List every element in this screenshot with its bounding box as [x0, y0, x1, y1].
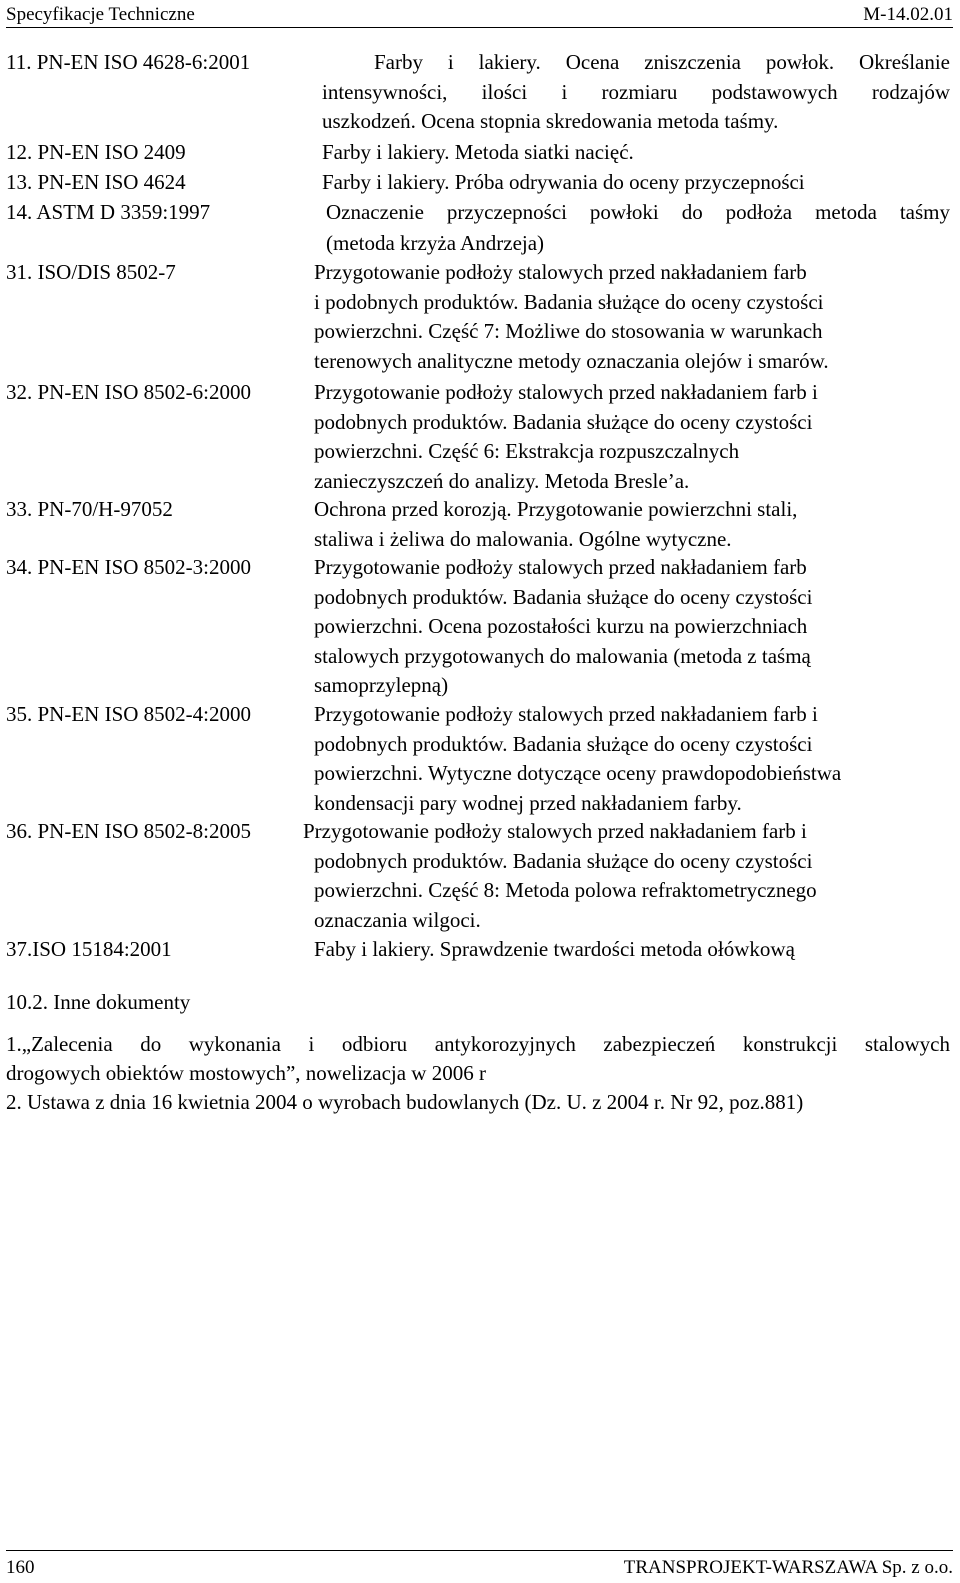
standard-number: 14. ASTM D 3359:1997: [6, 200, 211, 224]
other-documents-list: [6, 1030, 950, 1117]
text-line: i podobnych produktów. Badania służące do oceny czystości: [314, 289, 824, 314]
standard-title: [314, 258, 829, 376]
standard-title: [314, 378, 818, 496]
standard-title: [303, 817, 807, 847]
standard-title: [314, 553, 812, 701]
standard-title-continued: [314, 847, 817, 936]
standard-title: [314, 495, 797, 554]
text-line: Farby i lakiery. Ocena zniszczenia powłok. Określanie: [374, 50, 950, 74]
text-line: 1.„Zalecenia do wykonania i odbioru antykorozyjnych zabezpieczeń konstrukcji stalowych: [6, 1032, 950, 1056]
standard-title-continued: [322, 78, 950, 108]
text-line: zanieczyszczeń do analizy. Metoda Bresle’a.: [314, 468, 690, 493]
standard-number: 33. PN-70/H-97052: [6, 497, 173, 521]
text-line: powierzchni. Część 6: Ekstrakcja rozpuszczalnych: [314, 439, 740, 463]
text-line: samoprzylepną): [314, 673, 449, 697]
text-line: intensywności, ilości i rozmiaru podstawowych rodzajów: [322, 79, 950, 104]
list-item: [6, 1030, 950, 1088]
text-line: podobnych produktów. Badania służące do oceny czystości: [314, 848, 813, 873]
standard-number: 11. PN-EN ISO 4628-6:2001: [6, 50, 251, 74]
text-line: powierzchni. Część 8: Metoda polowa refraktometrycznego: [314, 878, 817, 902]
standard-number: 34. PN-EN ISO 8502-3:2000: [6, 555, 251, 579]
standard-title: [322, 168, 805, 198]
text-line: podobnych produktów. Badania służące do oceny czystości: [314, 584, 813, 609]
text-line: Faby i lakiery. Sprawdzenie twardości metoda ołówkową: [314, 937, 795, 961]
standard-number: 37.ISO 15184:2001: [6, 937, 172, 961]
text-line: Farby i lakiery. Próba odrywania do oceny przyczepności: [322, 170, 805, 194]
text-line: podobnych produktów. Badania służące do oceny czystości: [314, 731, 813, 756]
text-line: Przygotowanie podłoży stalowych przed nakładaniem farb: [314, 260, 807, 284]
text-line: Przygotowanie podłoży stalowych przed nakładaniem farb i: [314, 702, 818, 726]
page-footer: [6, 1550, 953, 1583]
text-line: terenowych analityczne metody oznaczania olejów i smarów.: [314, 348, 829, 373]
header-title: Specyfikacje Techniczne: [6, 4, 195, 25]
standard-title-continued: [322, 107, 778, 137]
text-line: podobnych produktów. Badania służące do oceny czystości: [314, 409, 813, 434]
standard-title: [314, 700, 841, 818]
standard-title: [322, 138, 634, 168]
text-line: (metoda krzyża Andrzeja): [326, 231, 545, 255]
standard-number: 36. PN-EN ISO 8502-8:2005: [6, 819, 251, 843]
text-line: powierzchni. Ocena pozostałości kurzu na powierzchniach: [314, 614, 808, 638]
standard-number: 12. PN-EN ISO 2409: [6, 140, 186, 164]
section-heading: 10.2. Inne dokumenty: [6, 990, 191, 1014]
text-line: Ochrona przed korozją. Przygotowanie powierzchni stali,: [314, 497, 798, 521]
text-line: Przygotowanie podłoży stalowych przed nakładaniem farb: [314, 555, 807, 579]
standard-number: 35. PN-EN ISO 8502-4:2000: [6, 702, 251, 726]
standard-title: [314, 935, 795, 965]
text-line: oznaczania wilgoci.: [314, 907, 481, 932]
text-line: Farby i lakiery. Metoda siatki nacięć.: [322, 140, 634, 164]
text-line: Przygotowanie podłoży stalowych przed nakładaniem farb i: [314, 380, 818, 404]
text-line: powierzchni. Część 7: Możliwe do stosowania w warunkach: [314, 319, 823, 343]
text-line: drogowych obiektów mostowych”, nowelizacja w 2006 r: [6, 1061, 486, 1085]
standard-number: 32. PN-EN ISO 8502-6:2000: [6, 380, 251, 404]
text-line: powierzchni. Wytyczne dotyczące oceny prawdopodobieństwa: [314, 761, 842, 785]
standard-number: 13. PN-EN ISO 4624: [6, 170, 186, 194]
header-spec-code: M-14.02.01: [863, 4, 953, 25]
list-item: [6, 1088, 950, 1117]
standard-number: 31. ISO/DIS 8502-7: [6, 260, 176, 284]
text-line: Przygotowanie podłoży stalowych przed nakładaniem farb i: [303, 819, 807, 843]
text-line: kondensacji pary wodnej przed nakładaniem farby.: [314, 790, 742, 815]
text-line: uszkodzeń. Ocena stopnia skredowania metoda taśmy.: [322, 109, 779, 133]
footer-company: TRANSPROJEKT-WARSZAWA Sp. z o.o.: [623, 1557, 953, 1578]
standard-title: [374, 48, 950, 78]
text-line: stalowych przygotowanych do malowania (metoda z taśmą: [314, 643, 811, 668]
standard-title-continued: [326, 229, 544, 259]
page-number: 160: [6, 1557, 35, 1578]
text-line: Oznaczenie przyczepności powłoki do podłoża metoda taśmy: [326, 200, 950, 224]
page-header: [6, 3, 953, 28]
standard-title: [326, 198, 950, 228]
text-line: 2. Ustawa z dnia 16 kwietnia 2004 o wyrobach budowlanych (Dz. U. z 2004 r. Nr 92, poz.881): [6, 1090, 804, 1114]
text-line: staliwa i żeliwa do malowania. Ogólne wytyczne.: [314, 526, 732, 551]
